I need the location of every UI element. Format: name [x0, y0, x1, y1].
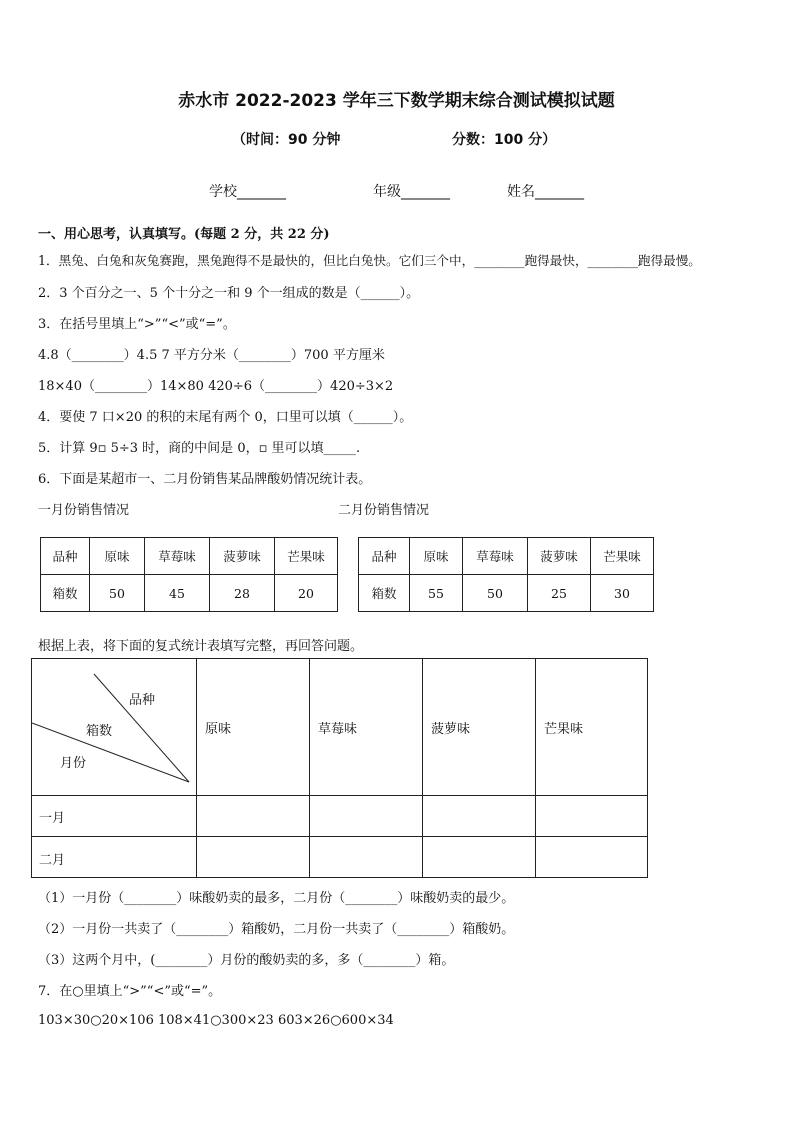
question-4: 4．要使 7 口×20 的积的末尾有两个 0，口里可以填（______）。 [38, 410, 413, 425]
page-title: 赤水市 2022-2023 学年三下数学期末综合测试模拟试题 [178, 91, 615, 111]
feb-value-cell: 55 [410, 575, 463, 612]
compound-header-cell: 菠萝味 [431, 722, 471, 737]
feb-sales-table [358, 537, 654, 612]
question-6-part-1: （1）一月份（________）味酸奶卖的最多，二月份（________）味酸奶卖的最少。 [38, 891, 515, 906]
jan-value-cell: 28 [210, 575, 275, 612]
feb-value-cell: 25 [528, 575, 591, 612]
row-divider [32, 836, 647, 837]
compound-stat-table [31, 658, 648, 878]
jan-value-cell: 50 [90, 575, 145, 612]
question-6: 6．下面是某超市一、二月份销售某品牌酸奶情况统计表。 [38, 472, 372, 487]
question-3-part-b: 18×40（________）14×80 420÷6（________）420÷3×2 [38, 379, 394, 394]
column-divider [196, 659, 197, 877]
question-3: 3．在括号里填上“>”“<”或“=”。 [38, 317, 236, 332]
question-1: 1．黑兔、白兔和灰兔赛跑，黑兔跑得不是最快的，但比白兔快。它们三个中，________跑得最快，________跑得最慢。 [38, 253, 701, 268]
question-6-instruction: 根据上表，将下面的复式统计表填写完整，再回答问题。 [38, 639, 364, 654]
school-field: 学校_______ [209, 184, 286, 200]
question-3-part-a: 4.8（________）4.5 7 平方分米（________）700 平方厘米 [38, 348, 385, 363]
compound-row-label: 一月 [39, 811, 66, 826]
feb-header-cell: 品种 [359, 538, 410, 575]
name-field: 姓名_______ [507, 184, 584, 200]
jan-value-cell: 45 [145, 575, 210, 612]
compound-header-cell: 草莓味 [318, 722, 358, 737]
jan-header-cell: 原味 [90, 538, 145, 575]
jan-header-cell: 品种 [41, 538, 90, 575]
column-divider [422, 659, 423, 877]
question-7: 7．在○里填上“>”“<”或“=”。 [38, 984, 222, 999]
feb-header-cell: 草莓味 [463, 538, 528, 575]
jan-row-label: 箱数 [41, 575, 90, 612]
jan-value-cell: 20 [275, 575, 338, 612]
jan-sales-table [40, 537, 338, 612]
question-5: 5．计算 9▫ 5÷3 时，商的中间是 0，▫ 里可以填_____. [38, 441, 361, 456]
section-1-heading: 一、用心思考，认真填写。(每题 2 分，共 22 分) [38, 227, 330, 242]
question-6-part-3: （3）这两个月中，(________）月份的酸奶卖的多，多（________）箱。 [38, 953, 455, 968]
grade-field: 年级_______ [373, 184, 450, 200]
jan-header-cell: 菠萝味 [210, 538, 275, 575]
jan-header-cell: 芒果味 [275, 538, 338, 575]
corner-boxes-label: 箱数 [86, 724, 113, 739]
time-label: （时间：90 分钟 [232, 132, 341, 148]
corner-month-label: 月份 [60, 756, 87, 771]
feb-row-label: 箱数 [359, 575, 410, 612]
compound-row-label: 二月 [39, 853, 66, 868]
score-label: 分数：100 分） [452, 132, 557, 148]
jan-table-caption: 一月份销售情况 [38, 503, 130, 518]
column-divider [309, 659, 310, 877]
feb-header-cell: 菠萝味 [528, 538, 591, 575]
feb-value-cell: 50 [463, 575, 528, 612]
row-divider [32, 795, 647, 796]
feb-table-caption: 二月份销售情况 [338, 503, 430, 518]
feb-value-cell: 30 [591, 575, 654, 612]
feb-header-cell: 原味 [410, 538, 463, 575]
feb-header-cell: 芒果味 [591, 538, 654, 575]
corner-diagonals [32, 659, 197, 796]
jan-header-cell: 草莓味 [145, 538, 210, 575]
question-7-part-a: 103×30○20×106 108×41○300×23 603×26○600×34 [38, 1013, 394, 1028]
compound-header-cell: 原味 [205, 722, 232, 737]
question-2: 2．3 个百分之一、5 个十分之一和 9 个一组成的数是（______）。 [38, 286, 420, 301]
corner-kind-label: 品种 [129, 693, 156, 708]
column-divider [535, 659, 536, 877]
compound-header-cell: 芒果味 [544, 722, 584, 737]
question-6-part-2: （2）一月份一共卖了（________）箱酸奶，二月份一共卖了（________）箱酸奶。 [38, 922, 515, 937]
